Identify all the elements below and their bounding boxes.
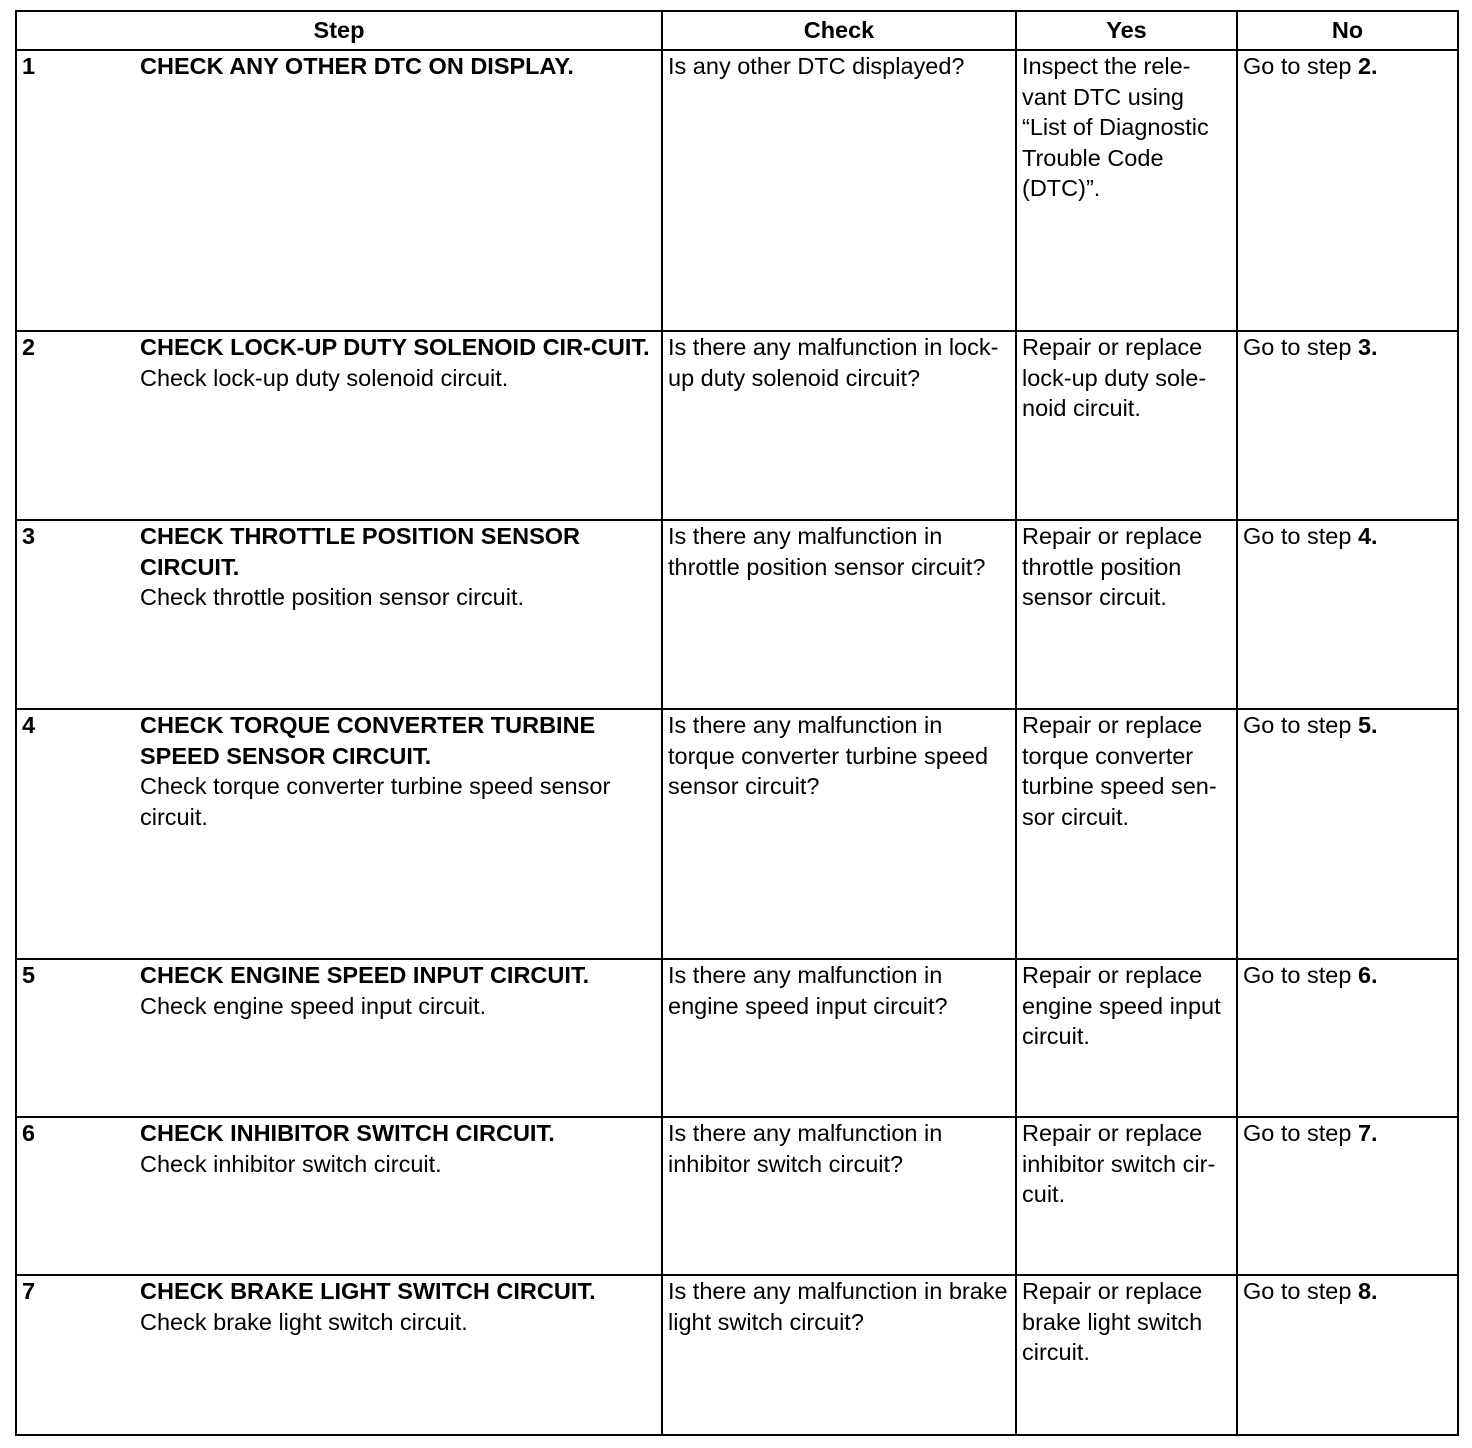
yes-cell xyxy=(1016,959,1237,1117)
check-cell xyxy=(662,1117,1016,1275)
no-action-prefix: Go to step xyxy=(1243,1120,1358,1146)
header-check: Check xyxy=(662,11,1016,50)
table-row xyxy=(16,520,1458,709)
step-cell xyxy=(16,709,662,959)
step-description: Check torque converter turbine speed sensor circuit. xyxy=(140,773,611,830)
step-number: 7 xyxy=(22,1278,36,1304)
yes-action: Repair or replace engine speed input circuit. xyxy=(1022,962,1221,1049)
check-cell xyxy=(662,520,1016,709)
table-row xyxy=(16,1117,1458,1275)
step-cell xyxy=(16,50,662,331)
table-row xyxy=(16,331,1458,520)
step-cell xyxy=(16,520,662,709)
header-step: Step xyxy=(16,11,662,50)
diagnostic-procedure-table xyxy=(15,10,1459,1436)
step-number: 5 xyxy=(22,962,36,988)
check-question: Is there any malfunction in throttle position sensor circuit? xyxy=(668,523,986,580)
header-yes: Yes xyxy=(1016,11,1237,50)
yes-cell xyxy=(1016,1275,1237,1435)
check-question: Is any other DTC displayed? xyxy=(668,53,965,79)
yes-action: Repair or replace lock-up duty sole-noid circuit. xyxy=(1022,334,1207,421)
step-title: CHECK THROTTLE POSITION SENSOR CIRCUIT. xyxy=(140,523,580,580)
step-cell xyxy=(16,1117,662,1275)
step-title: CHECK BRAKE LIGHT SWITCH CIRCUIT. xyxy=(140,1278,596,1304)
no-cell xyxy=(1237,959,1458,1117)
no-action-step: 6. xyxy=(1357,962,1378,988)
yes-cell xyxy=(1016,709,1237,959)
table-row xyxy=(16,709,1458,959)
table-row xyxy=(16,959,1458,1117)
yes-cell xyxy=(1016,50,1237,331)
step-cell xyxy=(16,331,662,520)
check-cell xyxy=(662,50,1016,331)
step-description: Check throttle position sensor circuit. xyxy=(140,584,524,610)
step-description: Check engine speed input circuit. xyxy=(140,992,487,1019)
no-action-step: 8. xyxy=(1357,1278,1378,1304)
no-action-step: 3. xyxy=(1357,334,1378,360)
check-cell xyxy=(662,959,1016,1117)
no-cell xyxy=(1237,50,1458,331)
step-title: CHECK LOCK-UP DUTY SOLENOID CIR-CUIT. xyxy=(140,334,650,360)
no-action-prefix: Go to step xyxy=(1243,523,1358,549)
step-title: CHECK INHIBITOR SWITCH CIRCUIT. xyxy=(140,1120,555,1146)
no-cell xyxy=(1237,1275,1458,1435)
yes-cell xyxy=(1016,1117,1237,1275)
check-question: Is there any malfunction in brake light switch circuit? xyxy=(668,1278,1008,1335)
no-action-prefix: Go to step xyxy=(1243,712,1358,738)
step-cell xyxy=(16,1275,662,1435)
check-question: Is there any malfunction in engine speed input circuit? xyxy=(668,962,948,1019)
check-question: Is there any malfunction in lock-up duty solenoid circuit? xyxy=(668,334,999,391)
step-cell xyxy=(16,959,662,1117)
step-description: Check brake light switch circuit. xyxy=(140,1308,468,1335)
no-action-prefix: Go to step xyxy=(1243,962,1358,988)
no-cell xyxy=(1237,709,1458,959)
yes-action: Repair or replace throttle position sensor circuit. xyxy=(1022,523,1203,610)
header-no: No xyxy=(1237,11,1458,50)
table-header-row xyxy=(16,11,1458,50)
no-action-prefix: Go to step xyxy=(1243,1278,1358,1304)
no-action-step: 7. xyxy=(1357,1120,1378,1146)
step-number: 6 xyxy=(22,1120,36,1146)
no-cell xyxy=(1237,331,1458,520)
no-cell xyxy=(1237,1117,1458,1275)
check-cell xyxy=(662,1275,1016,1435)
no-action-step: 5. xyxy=(1357,712,1378,738)
yes-action: Repair or replace torque converter turbine speed sen-sor circuit. xyxy=(1022,712,1217,830)
no-cell xyxy=(1237,520,1458,709)
step-description: Check inhibitor switch circuit. xyxy=(140,1150,442,1177)
check-question: Is there any malfunction in inhibitor switch circuit? xyxy=(668,1120,943,1177)
yes-action: Inspect the rele-vant DTC using “List of Diagnostic Trouble Code (DTC)”. xyxy=(1022,53,1209,201)
yes-cell xyxy=(1016,520,1237,709)
step-number: 2 xyxy=(22,334,36,360)
no-action-step: 2. xyxy=(1357,53,1378,79)
yes-action: Repair or replace inhibitor switch cir-cuit. xyxy=(1022,1120,1216,1207)
step-number: 4 xyxy=(22,712,36,738)
check-question: Is there any malfunction in torque converter turbine speed sensor circuit? xyxy=(668,712,989,799)
yes-action: Repair or replace brake light switch circuit. xyxy=(1022,1278,1203,1365)
check-cell xyxy=(662,709,1016,959)
step-number: 1 xyxy=(22,53,36,79)
table-row xyxy=(16,1275,1458,1435)
yes-cell xyxy=(1016,331,1237,520)
check-cell xyxy=(662,331,1016,520)
step-title: CHECK ENGINE SPEED INPUT CIRCUIT. xyxy=(140,962,590,988)
no-action-step: 4. xyxy=(1357,523,1378,549)
step-title: CHECK TORQUE CONVERTER TURBINE SPEED SENSOR CIRCUIT. xyxy=(140,712,596,769)
step-number: 3 xyxy=(22,523,36,549)
no-action-prefix: Go to step xyxy=(1243,334,1358,360)
step-title: CHECK ANY OTHER DTC ON DISPLAY. xyxy=(140,53,574,79)
step-description: Check lock-up duty solenoid circuit. xyxy=(140,364,509,391)
no-action-prefix: Go to step xyxy=(1243,53,1358,79)
table-row xyxy=(16,50,1458,331)
